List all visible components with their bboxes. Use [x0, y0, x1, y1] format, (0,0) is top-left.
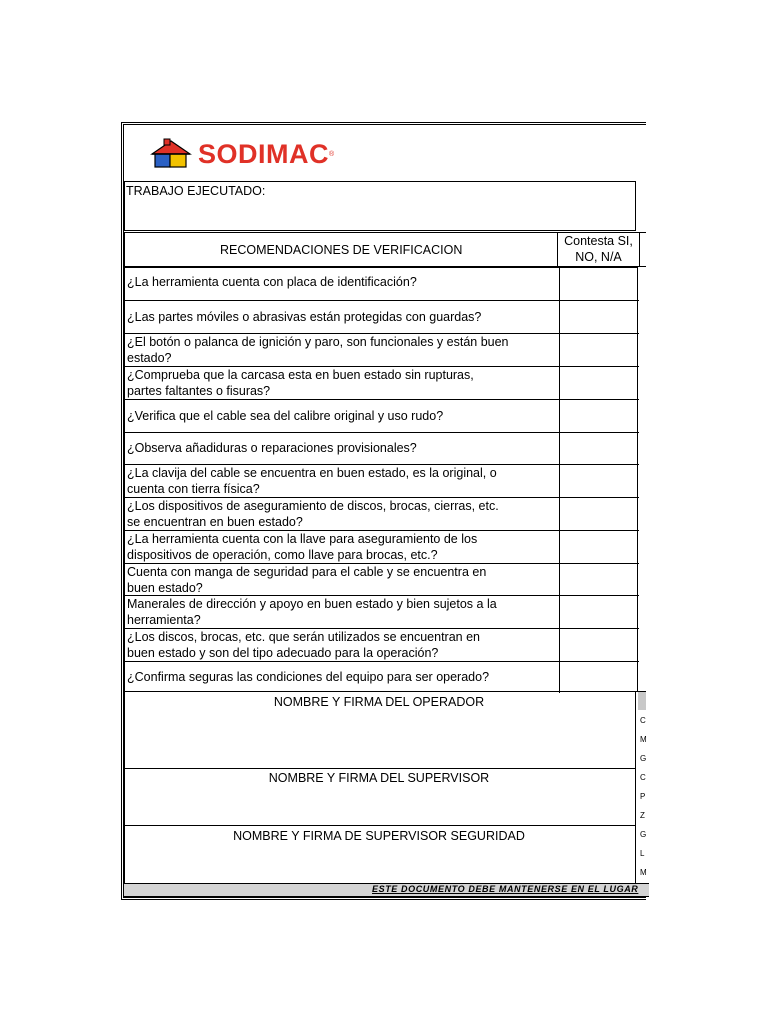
footer-band	[124, 883, 649, 897]
question-text: cuenta con tierra física?	[127, 482, 260, 496]
question-text: Cuenta con manga de seguridad para el cable y se encuentra en	[127, 565, 487, 579]
question-text: estado?	[127, 351, 172, 365]
brand-name: SODIMAC	[198, 139, 329, 169]
checklist-sheet	[121, 122, 646, 900]
side-gray-header	[638, 692, 646, 710]
answer-cell[interactable]	[559, 498, 639, 531]
question-row	[125, 268, 559, 301]
signature-seguridad-title: NOMBRE Y FIRMA DE SUPERVISOR SEGURIDAD	[233, 829, 525, 843]
question-row	[125, 596, 559, 629]
footer-notice: ESTE DOCUMENTO DEBE MANTENERSE EN EL LUGAR	[372, 884, 639, 894]
question-text: ¿Los discos, brocas, etc. que serán utilizados se encuentran en	[127, 630, 480, 644]
side-letter: M	[640, 868, 647, 877]
question-row	[125, 465, 559, 498]
question-row	[125, 400, 559, 433]
sodimac-logo	[150, 137, 334, 171]
answer-cell[interactable]	[559, 433, 639, 465]
question-row	[125, 498, 559, 531]
question-text: dispositivos de operación, como llave para brocas, etc.?	[127, 548, 438, 562]
answer-cell[interactable]	[559, 662, 639, 693]
question-text: buen estado?	[127, 581, 203, 595]
question-row	[125, 629, 559, 662]
question-text: ¿Verifica que el cable sea del calibre original y uso rudo?	[127, 409, 444, 423]
signature-operador-title: NOMBRE Y FIRMA DEL OPERADOR	[273, 695, 485, 709]
question-text: ¿El botón o palanca de ignición y paro, son funcionales y están buen	[127, 335, 509, 349]
answer-cell[interactable]	[559, 531, 639, 564]
question-text: se encuentran en buen estado?	[127, 515, 303, 529]
brand-reg-mark: ®	[329, 150, 335, 158]
question-text: ¿La clavija del cable se encuentra en buen estado, es la original, o	[127, 466, 497, 480]
signature-supervisor-title: NOMBRE Y FIRMA DEL SUPERVISOR	[268, 771, 490, 785]
col-recomendaciones: RECOMENDACIONES DE VERIFICACION	[220, 243, 463, 257]
side-letter: L	[640, 849, 645, 858]
side-letter: Z	[640, 811, 645, 820]
signature-supervisor[interactable]	[124, 769, 636, 826]
side-letter: C	[640, 773, 646, 782]
question-text: Manerales de dirección y apoyo en buen estado y bien sujetos a la	[127, 597, 497, 611]
question-row	[125, 367, 559, 400]
question-row	[125, 531, 559, 564]
col-answer-line1: Contesta SI,	[564, 234, 633, 248]
signature-seguridad[interactable]	[124, 826, 636, 883]
column-header	[124, 232, 646, 267]
side-letter: P	[640, 792, 646, 801]
question-text: ¿Comprueba que la carcasa esta en buen estado sin rupturas,	[127, 368, 474, 382]
side-letter: G	[640, 830, 647, 839]
question-text: ¿La herramienta cuenta con la llave para aseguramiento de los	[127, 532, 478, 546]
answer-cell[interactable]	[559, 596, 639, 629]
trabajo-box	[124, 181, 636, 231]
question-text: ¿La herramienta cuenta con placa de identificación?	[127, 275, 417, 289]
question-row	[125, 433, 559, 465]
answer-cell[interactable]	[559, 268, 639, 301]
side-letter: C	[640, 716, 646, 725]
question-text: ¿Los dispositivos de aseguramiento de discos, brocas, cierras, etc.	[127, 499, 499, 513]
question-row	[125, 301, 559, 334]
answer-cell[interactable]	[559, 629, 639, 662]
question-text: partes faltantes o fisuras?	[127, 384, 271, 398]
question-row	[125, 662, 559, 693]
side-letter: G	[640, 754, 647, 763]
col-answer	[557, 233, 640, 266]
question-text: herramienta?	[127, 613, 201, 627]
answer-cell[interactable]	[559, 564, 639, 596]
signature-operador[interactable]	[124, 692, 636, 769]
trabajo-label: TRABAJO EJECUTADO:	[126, 184, 266, 198]
questions-table	[124, 267, 638, 692]
signature-section	[124, 691, 646, 883]
answer-cell[interactable]	[559, 301, 639, 334]
answer-cell[interactable]	[559, 465, 639, 498]
side-letter: M	[640, 735, 647, 744]
question-row	[125, 564, 559, 596]
answer-cell[interactable]	[559, 334, 639, 367]
question-text: ¿Confirma seguras las condiciones del equipo para ser operado?	[127, 670, 490, 684]
logo-area	[124, 125, 649, 180]
house-logo-icon	[150, 139, 192, 169]
answer-cell[interactable]	[559, 367, 639, 400]
question-text: buen estado y son del tipo adecuado para la operación?	[127, 646, 439, 660]
question-row	[125, 334, 559, 367]
col-answer-line2: NO, N/A	[575, 250, 622, 264]
question-text: ¿Las partes móviles o abrasivas están protegidas con guardas?	[127, 310, 482, 324]
answer-cell[interactable]	[559, 400, 639, 433]
question-text: ¿Observa añadiduras o reparaciones provisionales?	[127, 441, 417, 455]
